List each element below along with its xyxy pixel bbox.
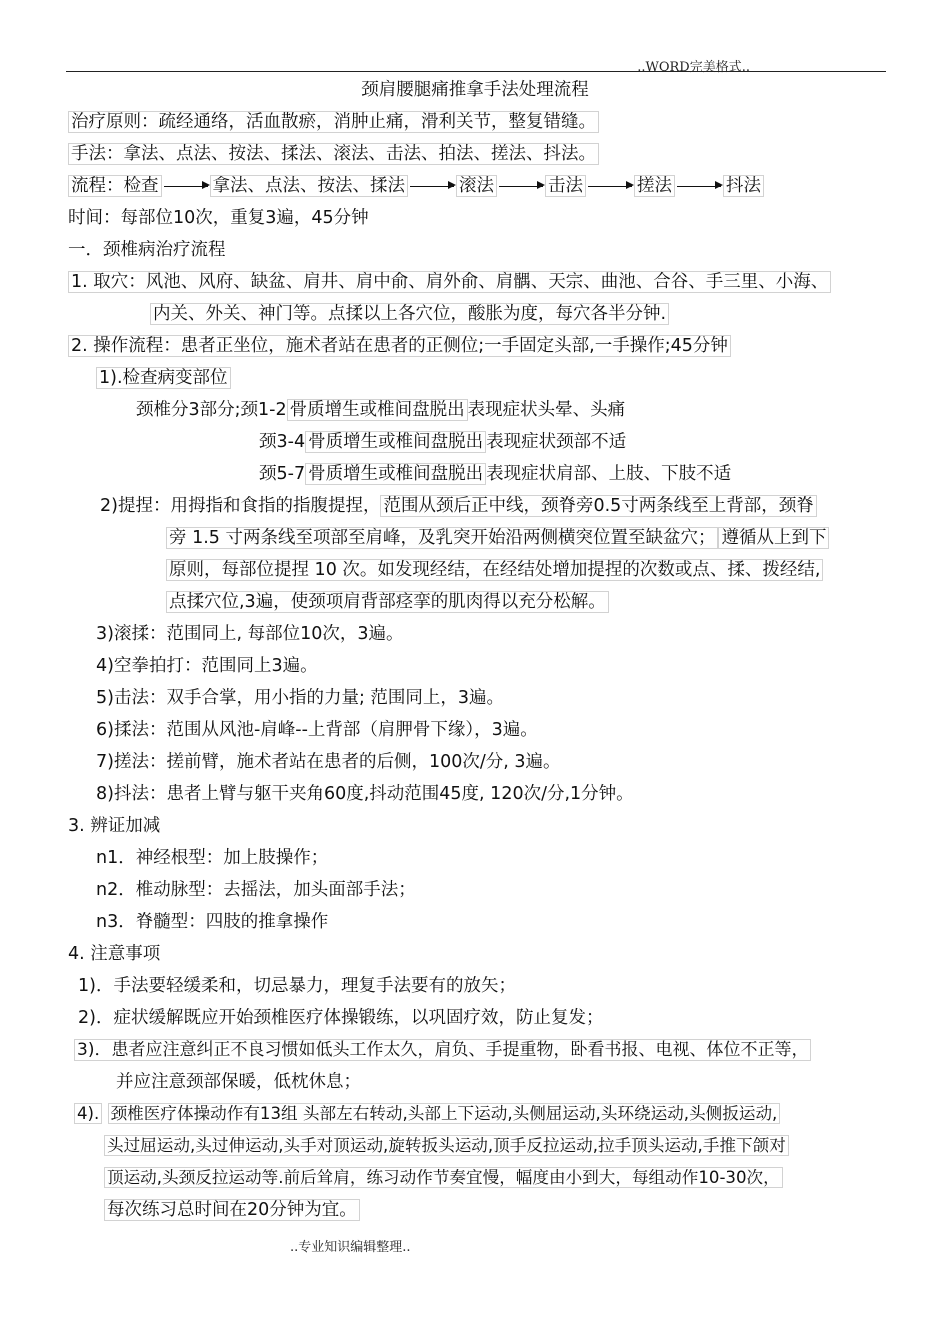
precaution-3-line-1: 3)．患者应注意纠正不良习惯如低头工作太久，肩负、手提重物，卧看书报、电视、体位不正等，	[74, 1038, 811, 1062]
section-4-title: 4. 注意事项	[68, 944, 161, 964]
treatment-flow	[68, 174, 764, 198]
arrow-icon	[499, 186, 543, 187]
arrow-icon	[588, 186, 632, 187]
step-8: 8)抖法：患者上臂与躯干夹角60度,抖动范围45度, 120次/分,1分钟。	[96, 784, 634, 804]
section-1-title: 一．颈椎病治疗流程	[68, 240, 226, 260]
document-title: 颈肩腰腿痛推拿手法处理流程	[361, 80, 589, 100]
tiqia-line-1: 2)提捏：用拇指和食指的指腹提捏， 范围从颈后正中线，颈脊旁0.5寸两条线至上背部，颈脊	[100, 494, 817, 518]
arrow-icon	[410, 186, 454, 187]
precaution-4-line-2: 头过屈运动,头过伸运动,头手对顶运动,旋转扳头运动,顶手反拉运动,拉手顶头运动,手推下颌对	[104, 1134, 789, 1158]
time-line: 时间：每部位10次，重复3遍，45分钟	[68, 208, 369, 228]
check-row-3: 颈5-7 骨质增生或椎间盘脱出 表现症状肩部、上肢、下肢不适	[259, 464, 732, 484]
step-6: 6)揉法：范围从风池-肩峰--上背部（肩胛骨下缘），3遍。	[96, 720, 538, 740]
acupoints-line-2: 内关、外关、神门等。点揉以上各穴位，酸胀为度，每穴各半分钟.	[150, 302, 669, 326]
step-3: 3)滚揉：范围同上, 每部位10次，3遍。	[96, 624, 404, 644]
precaution-4-line-4: 每次练习总时间在20分钟为宜。	[104, 1198, 360, 1222]
operation-line: 2. 操作流程：患者正坐位，施术者站在患者的正侧位;一手固定头部,一手操作;45分钟	[68, 334, 731, 358]
precaution-3-line-2: 并应注意颈部保暖，低枕休息；	[116, 1072, 361, 1092]
step-4: 4)空拳拍打：范围同上3遍。	[96, 656, 318, 676]
acupoints-line-1: 1. 取穴：风池、风府、缺盆、肩井、肩中俞、肩外俞、肩髃、天宗、曲池、合谷、手三里、小海、	[68, 270, 831, 294]
precaution-4-line-1: 4). 颈椎医疗体操动作有13组 头部左右转动,头部上下运动,头侧屈运动,头环绕运动,头侧扳运动,	[74, 1102, 780, 1126]
check-title: 1).检查病变部位	[96, 366, 231, 390]
syndrome-item-2: n2．椎动脉型：去摇法，加头面部手法；	[96, 880, 416, 900]
arrow-icon	[164, 186, 208, 187]
flow-step-2: 滚法	[456, 175, 497, 197]
tiqia-line-4: 点揉穴位,3遍，使颈项肩背部痉挛的肌肉得以充分松解。	[166, 590, 609, 614]
step-7: 7)搓法：搓前臂，施术者站在患者的后侧，100次/分, 3遍。	[96, 752, 561, 772]
precaution-2: 2)．症状缓解既应开始颈椎医疗体操锻练，以巩固疗效，防止复发；	[78, 1008, 604, 1028]
tiqia-line-2: 旁 1.5 寸两条线至项部至肩峰，及乳突开始沿两侧横突位置至缺盆穴； 遵循从上到下	[166, 526, 829, 550]
flow-step-3: 击法	[545, 175, 586, 197]
flow-step-5: 抖法	[723, 175, 764, 197]
flow-step-4: 搓法	[634, 175, 675, 197]
tiqia-line-3: 原则，每部位提捏 10 次。如发现经结，在经结处增加提捏的次数或点、揉、拨经结,	[166, 558, 823, 582]
treatment-principle: 治疗原则：疏经通络，活血散瘀，消肿止痛，滑利关节，整复错缝。	[68, 110, 599, 134]
step-5: 5)击法：双手合掌，用小指的力量; 范围同上，3遍。	[96, 688, 505, 708]
check-row-2: 颈3-4 骨质增生或椎间盘脱出 表现症状颈部不适	[259, 432, 627, 452]
syndrome-item-3: n3．脊髓型：四肢的推拿操作	[96, 912, 329, 932]
precaution-4-line-3: 顶运动,头颈反拉运动等.前后耸肩，练习动作节奏宜慢，幅度由小到大，每组动作10-30次，	[104, 1166, 783, 1190]
page-header: ..WORD完美格式..	[637, 60, 750, 75]
arrow-icon	[677, 186, 721, 187]
check-row-1: 颈椎分3部分;颈1-2 骨质增生或椎间盘脱出 表现症状头晕、头痛	[136, 400, 626, 420]
techniques-line: 手法：拿法、点法、按法、揉法、滚法、击法、拍法、搓法、抖法。	[68, 142, 599, 166]
flow-step-1: 拿法、点法、按法、揉法	[210, 175, 409, 197]
syndrome-item-1: n1．神经根型：加上肢操作；	[96, 848, 329, 868]
section-3-title: 3. 辨证加减	[68, 816, 161, 836]
flow-start: 流程：检查	[68, 175, 162, 197]
page-footer: ..专业知识编辑整理..	[290, 1240, 411, 1255]
precaution-1: 1)．手法要轻缓柔和，切忌暴力，理复手法要有的放矢；	[78, 976, 516, 996]
header-rule	[66, 71, 886, 72]
